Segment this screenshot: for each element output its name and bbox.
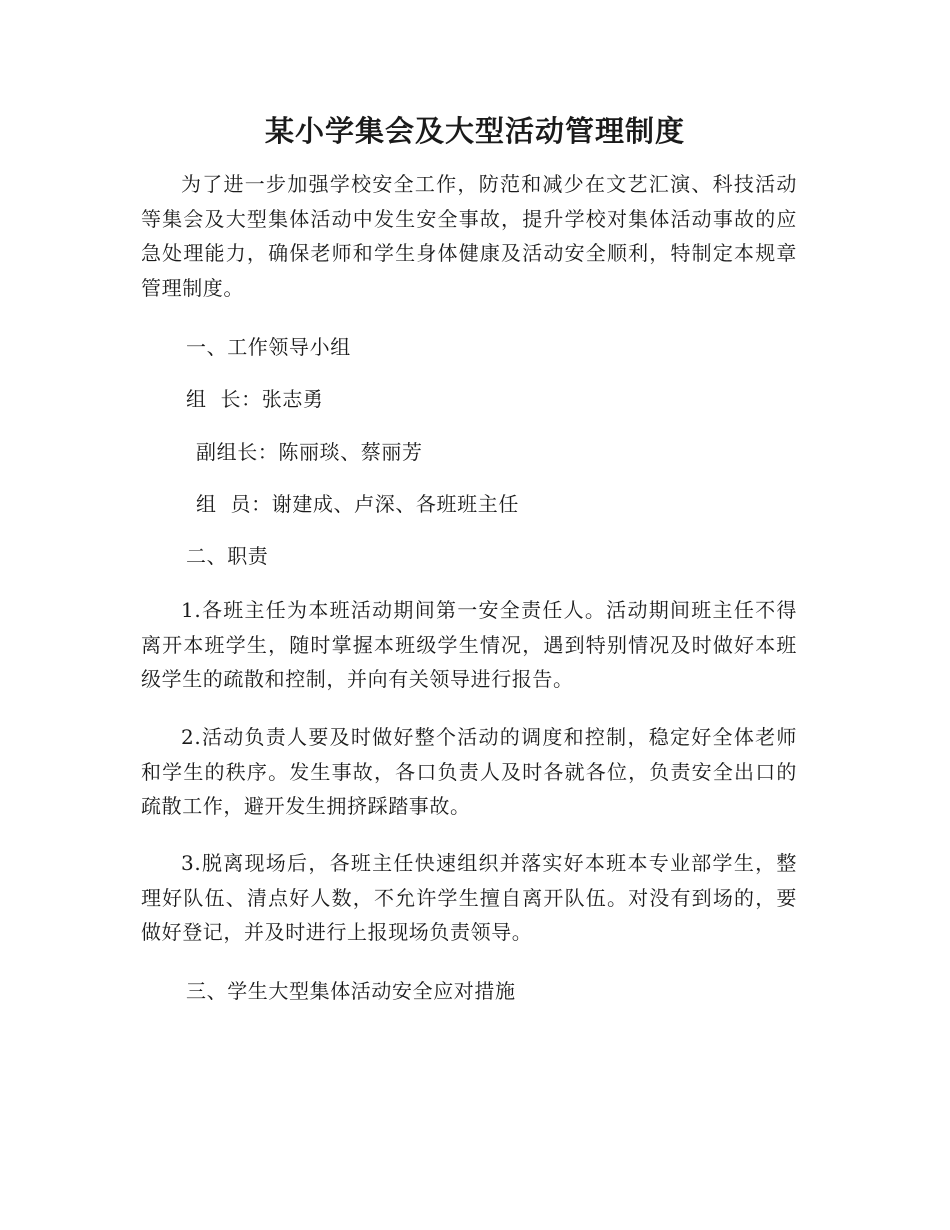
intro-paragraph: 为了进一步加强学校安全工作，防范和减少在文艺汇演、科技活动等集会及大型集体活动中发生安全事故，提升学校对集体活动事故的应急处理能力，确保老师和学生身体健康及活动安全顺利，特制定本规章管理制度。 [141,172,797,300]
duty-item-3: 3.脱离现场后，各班主任快速组织并落实好本班本专业部学生，整理好队伍、清点好人数，不允许学生擅自离开队伍。对没有到场的，要做好登记，并及时进行上报现场负责领导。 [141,851,797,944]
section-heading-duties: 二、职责 [186,544,269,568]
document-title: 某小学集会及大型活动管理制度 [264,114,685,148]
section-heading-safety-measures: 三、学生大型集体活动安全应对措施 [186,979,516,1003]
group-leader-line: 组 长：张志勇 [186,387,324,411]
duty-item-2: 2.活动负责人要及时做好整个活动的调度和控制，稳定好全体老师和学生的秩序。发生事故，各口负责人及时各就各位，负责安全出口的疏散工作，避开发生拥挤踩踏事故。 [141,725,797,818]
section-heading-leadership-group: 一、工作领导小组 [186,335,351,359]
deputy-leader-line: 副组长：陈丽琰、蔡丽芳 [196,440,423,464]
group-members-line: 组 员：谢建成、卢深、各班班主任 [196,492,519,516]
duty-item-1: 1.各班主任为本班活动期间第一安全责任人。活动期间班主任不得离开本班学生，随时掌握本班级学生情况，遇到特别情况及时做好本班级学生的疏散和控制，并向有关领导进行报告。 [141,598,797,691]
